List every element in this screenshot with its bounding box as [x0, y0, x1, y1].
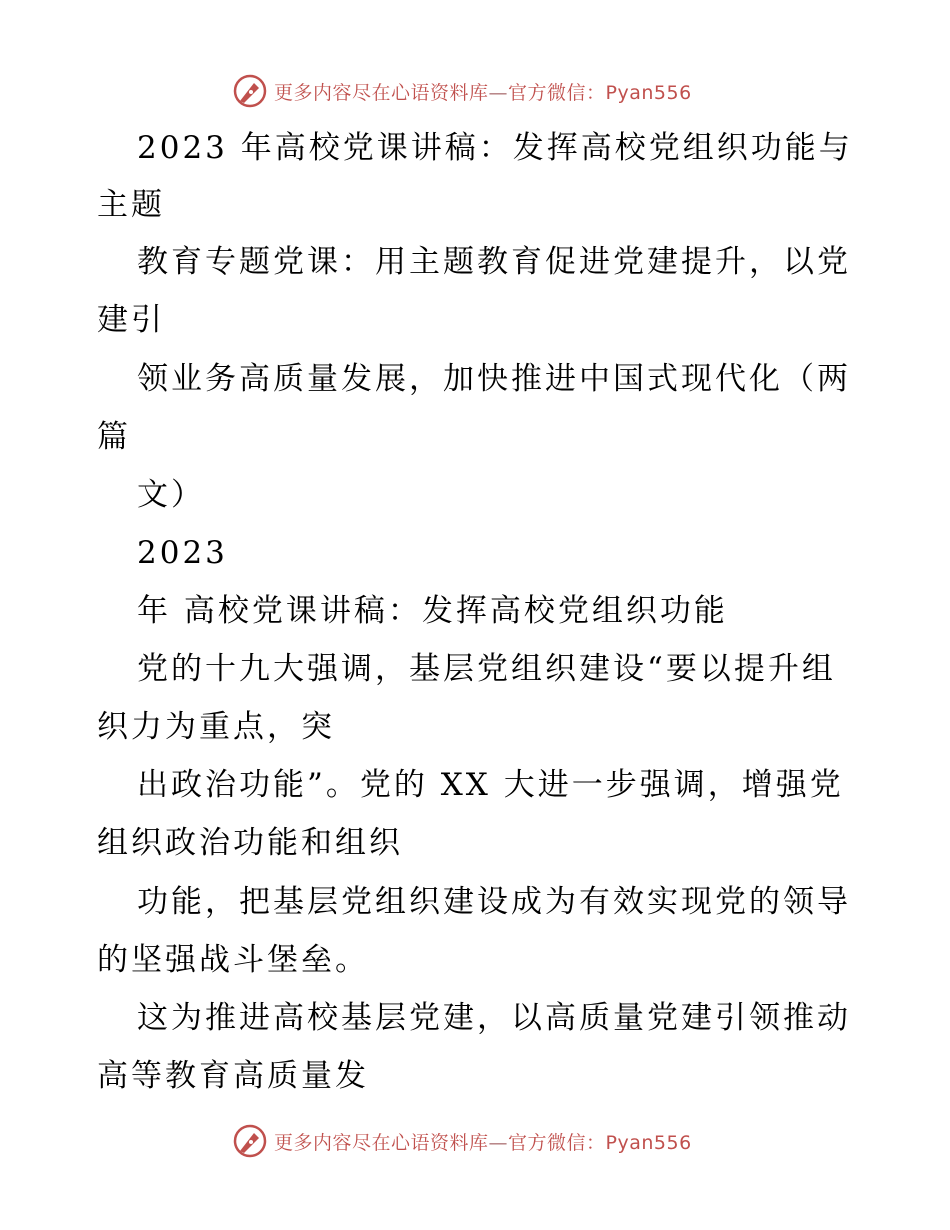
paragraph-line: 的坚强战斗堡垒。: [97, 942, 369, 978]
footer-banner-text: 更多内容尽在心语资料库—官方微信：Pyan556: [274, 1131, 692, 1154]
paragraph-line: 功能，把基层党组织建设成为有效实现党的领导: [137, 884, 851, 920]
pen-nib-logo-icon: [232, 73, 268, 109]
paragraph-line: 这为推进高校基层党建，以高质量党建引领推动: [137, 1000, 851, 1036]
footer-watermark-banner: [232, 1121, 692, 1161]
paragraph-line: 出政治功能”。党的 XX 大进一步强调，增强党: [137, 767, 844, 803]
title-line-1: 2023 年高校党课讲稿：发挥高校党组织功能与: [137, 130, 853, 166]
title-line-3: 教育专题党课：用主题教育促进党建提升，以党: [137, 244, 851, 280]
title-line-5: 领业务高质量发展，加快推进中国式现代化（两: [137, 361, 851, 397]
title-line-6: 篇: [97, 419, 131, 455]
title-line-2: 主题: [97, 187, 165, 223]
paragraph-line: 高等教育高质量发: [97, 1058, 369, 1094]
paragraph-line: 织力为重点，突: [97, 709, 335, 745]
pen-nib-logo-icon: [232, 1123, 268, 1159]
paragraph-line: 组织政治功能和组织: [97, 825, 403, 861]
section-year-line: 2023: [137, 535, 228, 571]
title-line-7: 文）: [137, 477, 205, 513]
section-heading-line: 年 高校党课讲稿：发挥高校党组织功能: [137, 593, 728, 629]
paragraph-line: 党的十九大强调，基层党组织建设“要以提升组: [137, 651, 836, 687]
header-watermark-banner: [232, 71, 692, 111]
header-banner-text: 更多内容尽在心语资料库—官方微信：Pyan556: [274, 81, 692, 104]
title-line-4: 建引: [97, 302, 165, 338]
